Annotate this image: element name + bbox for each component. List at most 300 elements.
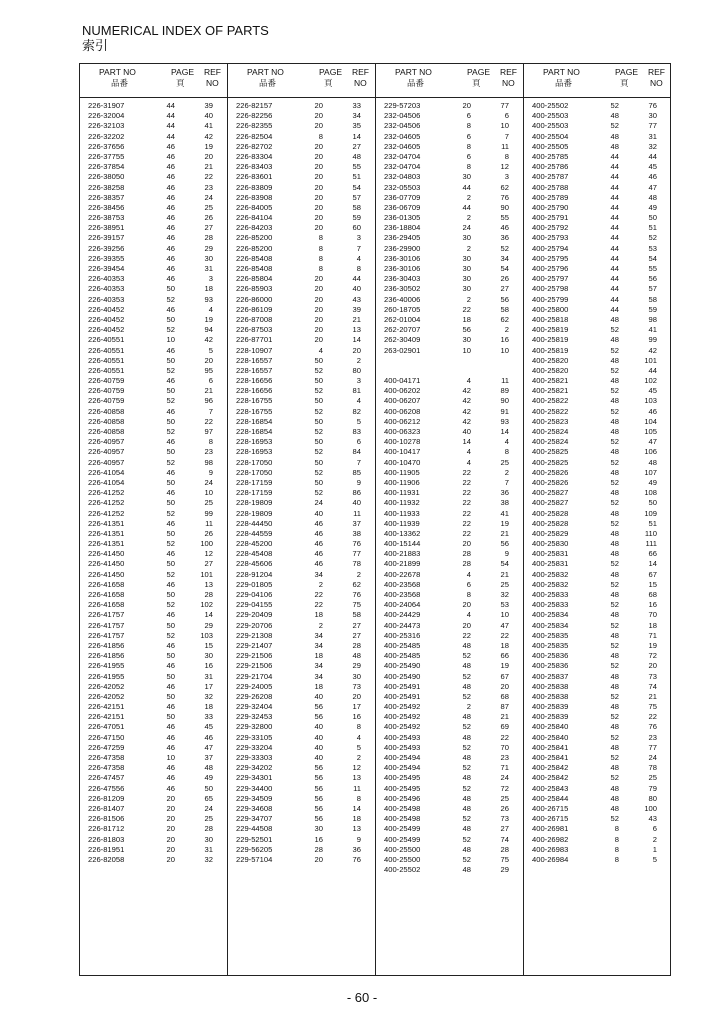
index-row — [375, 794, 523, 804]
page-ref: 20 — [166, 834, 175, 844]
part-number: 400-23568 — [384, 579, 421, 589]
ref-number: 13 — [352, 773, 361, 783]
part-number: 400-21899 — [384, 559, 421, 569]
index-row — [227, 417, 375, 427]
page-ref: 56 — [314, 793, 323, 803]
page-ref: 46 — [166, 702, 175, 712]
page-ref: 22 — [462, 518, 471, 528]
part-number: 232-04605 — [384, 141, 421, 151]
page-ref: 20 — [314, 111, 323, 121]
ref-number: 54 — [648, 253, 657, 263]
page-ref: 20 — [314, 121, 323, 131]
page-title: NUMERICAL INDEX OF PARTS — [82, 23, 269, 38]
ref-number: 7 — [504, 131, 509, 141]
index-row — [375, 458, 523, 468]
page-ref: 8 — [318, 253, 323, 263]
ref-number: 51 — [648, 518, 657, 528]
index-row — [227, 529, 375, 539]
index-row — [375, 346, 523, 356]
index-row — [227, 478, 375, 488]
index-row — [79, 682, 227, 692]
index-row — [523, 651, 671, 661]
part-number: 400-24064 — [384, 600, 421, 610]
ref-number: 67 — [648, 569, 657, 579]
page-ref: 46 — [166, 345, 175, 355]
page-ref: 52 — [166, 457, 175, 467]
ref-number: 71 — [648, 630, 657, 640]
index-row — [375, 845, 523, 855]
part-number: 400-26981 — [532, 824, 569, 834]
part-number: 226-38753 — [88, 213, 125, 223]
part-number: 228-16755 — [236, 406, 273, 416]
index-row — [227, 773, 375, 783]
ref-number: 86 — [352, 488, 361, 498]
ref-number: 46 — [648, 406, 657, 416]
index-row — [375, 661, 523, 671]
part-number: 400-11906 — [384, 477, 420, 487]
index-row — [523, 284, 671, 294]
index-column-1 — [79, 64, 227, 975]
page-ref: 52 — [610, 640, 619, 650]
ref-number: 74 — [648, 681, 657, 691]
ref-number: 48 — [204, 763, 213, 773]
page-ref: 44 — [610, 274, 619, 284]
ref-number: 36 — [500, 488, 509, 498]
ref-number: 44 — [648, 151, 657, 161]
index-row — [227, 213, 375, 223]
part-number: 226-81209 — [88, 793, 125, 803]
index-row — [523, 661, 671, 671]
ref-number: 80 — [648, 793, 657, 803]
page-ref: 50 — [166, 671, 175, 681]
ref-number: 12 — [500, 162, 509, 172]
ref-number: 20 — [352, 691, 361, 701]
ref-number: 28 — [204, 590, 213, 599]
page-ref: 10 — [166, 335, 175, 345]
ref-number: 111 — [645, 539, 657, 549]
part-number: 400-10278 — [384, 437, 421, 447]
index-row — [227, 753, 375, 763]
ref-number: 21 — [204, 386, 213, 396]
index-row — [79, 315, 227, 325]
ref-number: 95 — [204, 365, 213, 375]
page-ref: 48 — [462, 661, 471, 671]
index-row — [375, 264, 523, 274]
part-number: 232-04803 — [384, 172, 421, 182]
ref-number: 29 — [500, 865, 509, 875]
index-row — [523, 539, 671, 549]
index-row — [375, 213, 523, 223]
page-ref: 48 — [462, 803, 471, 813]
ref-number: 52 — [500, 243, 509, 253]
index-row — [375, 580, 523, 590]
page-ref: 30 — [314, 824, 323, 834]
page-ref: 48 — [610, 488, 619, 498]
part-number: 229-33105 — [236, 732, 273, 742]
part-number: 400-25316 — [384, 630, 421, 640]
index-row — [375, 254, 523, 264]
page-ref: 20 — [462, 101, 471, 110]
part-number: 226-41757 — [88, 630, 125, 640]
part-number: 236-29900 — [384, 243, 421, 253]
part-number: 400-25495 — [384, 773, 421, 783]
page-ref: 52 — [462, 763, 471, 773]
part-number: 400-11933 — [384, 508, 420, 518]
part-number: 400-25827 — [532, 498, 569, 508]
page-ref: 46 — [314, 518, 323, 528]
page-ref: 44 — [610, 223, 619, 233]
page-ref: 44 — [610, 202, 619, 212]
page-ref: 2 — [466, 213, 471, 223]
page-ref: 44 — [166, 121, 175, 131]
index-row — [79, 417, 227, 427]
ref-number: 54 — [352, 182, 361, 192]
ref-number: 10 — [500, 121, 509, 131]
page-ref: 40 — [314, 508, 323, 518]
ref-number: 29 — [352, 661, 361, 671]
part-number: 226-41351 — [88, 528, 125, 538]
index-row — [523, 824, 671, 834]
index-row — [523, 274, 671, 284]
index-row — [523, 519, 671, 529]
ref-number: 2 — [356, 355, 361, 365]
part-number: 226-84005 — [236, 202, 273, 212]
part-number: 229-34202 — [236, 763, 273, 773]
part-number: 232-04506 — [384, 111, 421, 121]
part-number: 228-44450 — [236, 518, 273, 528]
page-ref: 48 — [610, 722, 619, 732]
ref-number: 19 — [648, 640, 657, 650]
index-row — [79, 295, 227, 305]
part-number: 232-04605 — [384, 131, 421, 141]
ref-number: 76 — [648, 101, 657, 110]
column-header-part-no: PART NO — [395, 67, 432, 77]
ref-number: 42 — [648, 345, 657, 355]
ref-number: 29 — [204, 243, 213, 253]
page-ref: 52 — [314, 406, 323, 416]
part-number: 400-25825 — [532, 457, 569, 467]
page-ref: 50 — [314, 396, 323, 406]
index-row — [523, 468, 671, 478]
index-row — [79, 651, 227, 661]
index-row — [523, 233, 671, 243]
page-ref: 8 — [318, 233, 323, 243]
part-number: 226-82058 — [88, 854, 125, 864]
part-number: 400-25838 — [532, 681, 569, 691]
part-number: 226-85200 — [236, 243, 273, 253]
ref-number: 11 — [353, 508, 361, 518]
page-ref: 22 — [462, 498, 471, 508]
index-row — [523, 509, 671, 519]
ref-number: 33 — [352, 101, 361, 110]
index-row — [375, 824, 523, 834]
part-number: 226-41351 — [88, 518, 125, 528]
index-row — [375, 233, 523, 243]
part-number: 226-82157 — [236, 101, 273, 110]
index-row — [523, 396, 671, 406]
page-ref: 20 — [314, 151, 323, 161]
page-ref: 22 — [462, 488, 471, 498]
index-row — [375, 702, 523, 712]
index-row — [523, 162, 671, 172]
part-number: 400-06207 — [384, 396, 421, 406]
part-number: 226-42151 — [88, 712, 125, 722]
part-number: 232-05503 — [384, 182, 421, 192]
part-number: 400-25493 — [384, 732, 421, 742]
ref-number: 40 — [352, 498, 361, 508]
ref-number: 89 — [500, 386, 509, 396]
part-number: 229-34608 — [236, 803, 273, 813]
part-number: 400-25820 — [532, 355, 569, 365]
ref-number: 53 — [648, 243, 657, 253]
ref-number: 83 — [352, 427, 361, 436]
part-number: 226-41351 — [88, 539, 125, 549]
index-row — [523, 132, 671, 142]
index-row — [375, 631, 523, 641]
page-ref: 44 — [610, 294, 619, 304]
page-ref: 20 — [314, 325, 323, 335]
page-ref: 52 — [610, 814, 619, 824]
page-ref: 52 — [610, 691, 619, 701]
index-row — [79, 600, 227, 610]
part-number: 400-25826 — [532, 477, 569, 487]
part-number: 226-83908 — [236, 192, 273, 202]
index-row — [79, 661, 227, 671]
ref-number: 11 — [353, 783, 361, 793]
part-number: 226-87701 — [236, 335, 273, 345]
column-header-part-no-jp: 品番 — [111, 78, 129, 88]
index-row — [79, 366, 227, 376]
part-number: 400-25494 — [384, 763, 421, 773]
ref-number: 16 — [648, 600, 657, 610]
part-number: 400-25833 — [532, 590, 569, 599]
part-number: 228-17050 — [236, 457, 273, 467]
index-row — [227, 111, 375, 121]
part-number: 400-26715 — [532, 803, 569, 813]
index-row — [227, 763, 375, 773]
page-ref: 8 — [614, 854, 619, 864]
page-ref: 34 — [314, 671, 323, 681]
index-row — [227, 274, 375, 284]
ref-number: 84 — [352, 447, 361, 457]
part-number: 400-25829 — [532, 528, 569, 538]
index-row — [227, 824, 375, 834]
page-ref: 8 — [466, 590, 471, 599]
part-number: 229-20706 — [236, 620, 273, 630]
ref-number: 27 — [352, 620, 361, 630]
part-number: 400-25492 — [384, 702, 421, 712]
ref-number: 18 — [352, 814, 361, 824]
page-ref: 4 — [318, 345, 323, 355]
index-row — [523, 142, 671, 152]
page-ref: 46 — [166, 264, 175, 273]
ref-number: 24 — [204, 803, 213, 813]
ref-number: 26 — [204, 528, 213, 538]
index-row — [375, 529, 523, 539]
page-ref: 30 — [462, 233, 471, 243]
part-number: 236-18804 — [384, 223, 421, 233]
index-row — [375, 733, 523, 743]
part-number: 229-21308 — [236, 630, 273, 640]
ref-number: 6 — [208, 376, 213, 386]
index-row — [523, 672, 671, 682]
index-row — [227, 366, 375, 376]
ref-number: 6 — [504, 111, 509, 121]
index-row — [227, 539, 375, 549]
page-ref: 46 — [166, 172, 175, 182]
index-row — [227, 702, 375, 712]
ref-number: 48 — [352, 651, 361, 661]
page-ref: 2 — [466, 702, 471, 712]
index-row — [227, 651, 375, 661]
ref-number: 28 — [204, 824, 213, 834]
part-number: 226-81803 — [88, 834, 125, 844]
column-header-page: PAGE — [171, 67, 194, 77]
index-row — [227, 498, 375, 508]
ref-number: 44 — [648, 365, 657, 375]
column-header-ref-no: NO — [650, 78, 663, 88]
part-number: 262-20707 — [384, 325, 421, 335]
ref-number: 77 — [648, 121, 657, 131]
page-ref: 44 — [610, 253, 619, 263]
ref-number: 8 — [504, 151, 509, 161]
index-row — [79, 427, 227, 437]
part-number: 229-33204 — [236, 742, 273, 752]
ref-number: 68 — [500, 691, 509, 701]
page-ref: 56 — [314, 712, 323, 722]
column-header-part-no: PART NO — [99, 67, 136, 77]
index-row — [79, 264, 227, 274]
page-ref: 22 — [462, 477, 471, 487]
index-row — [375, 315, 523, 325]
part-number: 226-40858 — [88, 406, 125, 416]
ref-number: 65 — [204, 793, 213, 803]
ref-number: 48 — [352, 151, 361, 161]
page-ref: 48 — [610, 549, 619, 559]
part-number: 400-26715 — [532, 814, 569, 824]
index-row — [227, 244, 375, 254]
index-row — [375, 376, 523, 386]
index-row — [375, 427, 523, 437]
ref-number: 16 — [352, 712, 361, 722]
part-number: 229-26208 — [236, 691, 273, 701]
index-row — [79, 335, 227, 345]
index-row — [227, 845, 375, 855]
part-number: 226-31907 — [88, 101, 125, 110]
page-number: - 60 - — [346, 990, 378, 1005]
part-number: 400-25839 — [532, 712, 569, 722]
page-ref: 52 — [462, 671, 471, 681]
page-ref: 48 — [610, 671, 619, 681]
part-number: 226-85200 — [236, 233, 273, 243]
index-row — [79, 152, 227, 162]
page-ref: 40 — [314, 691, 323, 701]
ref-number: 55 — [352, 162, 361, 172]
ref-number: 10 — [500, 345, 509, 355]
ref-number: 3 — [504, 172, 509, 182]
page-ref: 46 — [166, 783, 175, 793]
ref-number: 29 — [204, 620, 213, 630]
part-number: 400-25828 — [532, 508, 569, 518]
page-ref: 44 — [610, 213, 619, 223]
index-row — [227, 600, 375, 610]
index-row — [375, 437, 523, 447]
page-ref: 52 — [314, 467, 323, 477]
ref-number: 10 — [500, 610, 509, 620]
index-row — [523, 437, 671, 447]
page-ref: 44 — [610, 304, 619, 314]
index-row — [523, 417, 671, 427]
ref-number: 58 — [500, 304, 509, 314]
page-ref: 48 — [610, 742, 619, 752]
ref-number: 16 — [500, 335, 509, 345]
index-row — [523, 498, 671, 508]
part-number: 226-40551 — [88, 355, 125, 365]
ref-number: 14 — [352, 803, 361, 813]
ref-number: 57 — [352, 192, 361, 202]
part-number: 400-25838 — [532, 691, 569, 701]
ref-number: 39 — [352, 304, 361, 314]
column-header-ref-no: NO — [502, 78, 515, 88]
ref-number: 11 — [205, 518, 213, 528]
ref-number: 14 — [648, 559, 657, 569]
part-number: 400-25791 — [532, 213, 569, 223]
ref-number: 26 — [500, 274, 509, 284]
page-ref: 46 — [166, 763, 175, 773]
column-header-page: PAGE — [615, 67, 638, 77]
part-number: 400-11931 — [384, 488, 420, 498]
part-number: 226-40759 — [88, 376, 125, 386]
page-ref: 34 — [314, 640, 323, 650]
page-ref: 52 — [610, 712, 619, 722]
ref-number: 13 — [352, 824, 361, 834]
page-ref: 48 — [610, 803, 619, 813]
index-row — [375, 610, 523, 620]
index-row — [523, 804, 671, 814]
index-row — [523, 549, 671, 559]
part-number: 400-25831 — [532, 549, 569, 559]
column-header — [375, 64, 523, 97]
ref-number: 30 — [204, 834, 213, 844]
part-number: 236-06709 — [384, 202, 421, 212]
part-number: 400-25834 — [532, 620, 569, 630]
page-ref: 22 — [462, 528, 471, 538]
part-number: 228-91204 — [236, 569, 273, 579]
index-row — [227, 855, 375, 865]
ref-number: 99 — [204, 508, 213, 518]
part-number: 226-38456 — [88, 202, 125, 212]
part-number: 229-01805 — [236, 579, 273, 589]
ref-number: 58 — [352, 610, 361, 620]
part-number: 226-41252 — [88, 498, 125, 508]
index-row — [227, 519, 375, 529]
index-row — [375, 162, 523, 172]
index-row — [79, 519, 227, 529]
part-number: 400-25836 — [532, 661, 569, 671]
ref-number: 69 — [500, 722, 509, 732]
page-ref: 50 — [314, 355, 323, 365]
page-ref: 20 — [314, 192, 323, 202]
page-ref: 56 — [314, 702, 323, 712]
part-number: 228-10907 — [236, 345, 273, 355]
part-number: 400-25821 — [532, 386, 569, 396]
page-ref: 46 — [166, 233, 175, 243]
page-ref: 52 — [462, 722, 471, 732]
part-number: 226-32202 — [88, 131, 125, 141]
page-ref: 48 — [610, 111, 619, 121]
page-ref: 44 — [166, 111, 175, 121]
ref-number: 2 — [356, 569, 361, 579]
